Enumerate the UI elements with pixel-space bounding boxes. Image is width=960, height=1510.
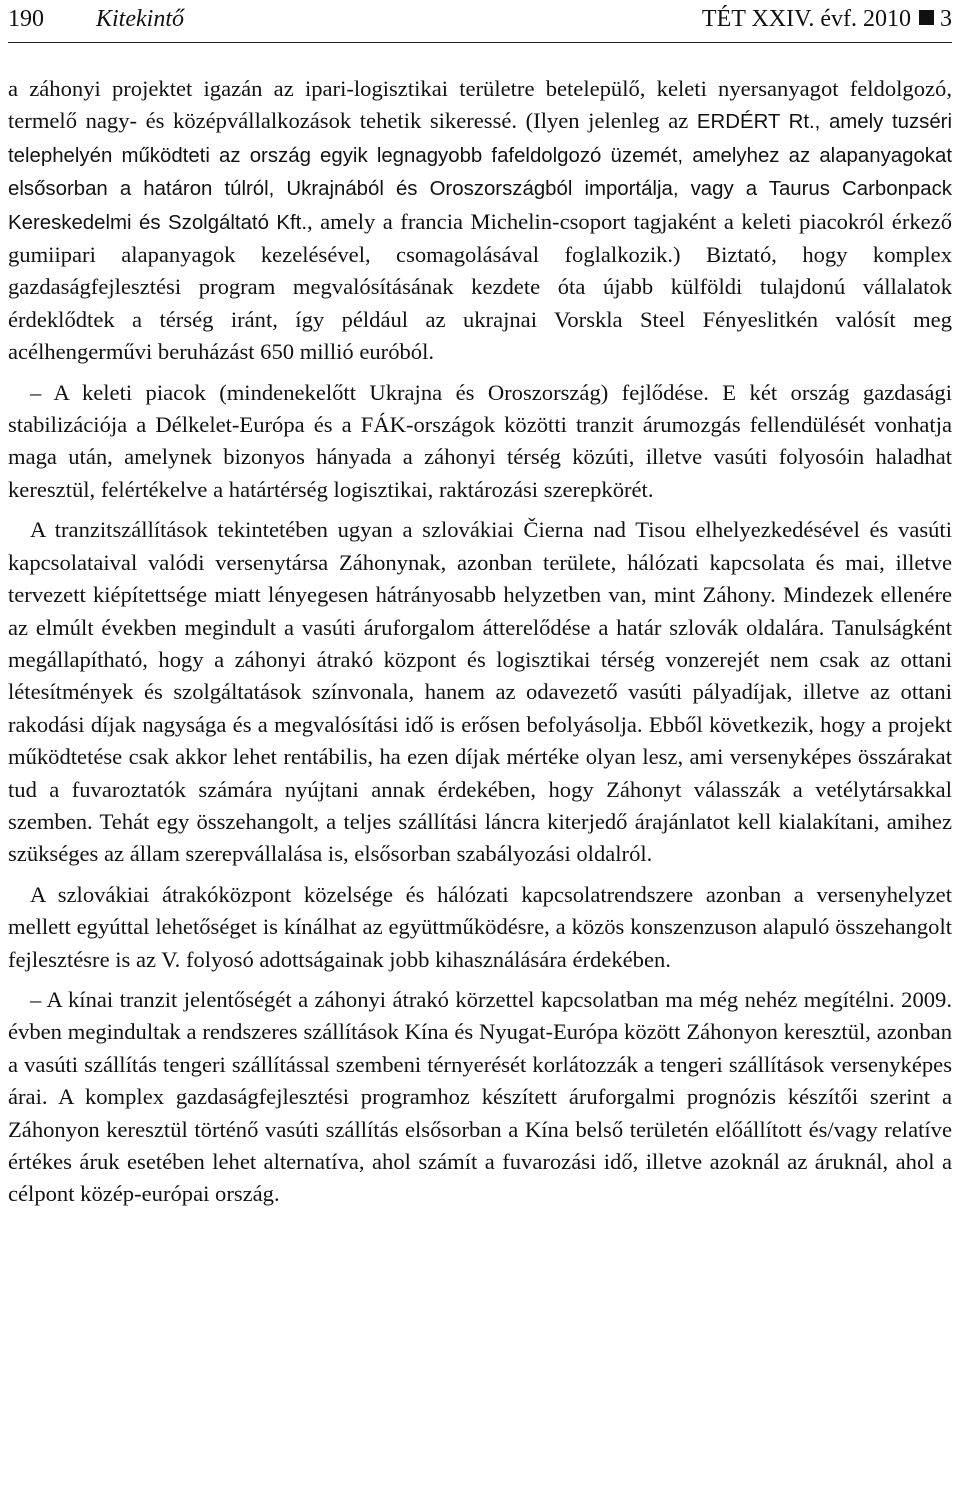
- paragraph-5: – A kínai tranzit jelentőségét a záhonyi átrakó körzettel kapcsolatban ma még nehéz megítélni. 2009. évben megindultak a rendszeres szállítások Kína és Nyugat-Európa között Záhonyon keresztül, azonban a vasúti szállítás tengeri szállítással szembeni térnyerését korlátozzák a tengeri szállítások versenyképes árai. A komplex gazdaságfejlesztési programhoz készített áruforgalmi prognózis készítői szerint a Záhonyon keresztül történő vasúti szállítás elsősorban a Kína belső területén előállított és/vagy relatíve értékes áruk esetében lehet alternatíva, ahol számít a fuvarozási idő, illetve azoknál az áruknál, ahol a célpont közép-európai ország.: [8, 986, 952, 1207]
- issue-number: 3: [940, 6, 952, 32]
- paragraph-4: A szlovákiai átrakóközpont közelsége és hálózati kapcsolatrendszere azonban a versenyhelyzet mellett egyúttal lehetőséget is kínálhat az együttműködésre, a közös konszenzuson alapuló összehangolt fejlesztésre is az V. folyosó adottságainak jobb kihasználására érdekében.: [8, 881, 952, 972]
- running-header: [8, 0, 952, 43]
- article-body: [8, 73, 952, 1211]
- issue-volume: TÉT XXIV. évf. 2010: [701, 6, 911, 32]
- paragraph-1-text-b: , amely a francia Michelin-csoport tagjaként a keleti piacokról érkező gumiipari alapanyagok kezelésével, csomagolásával foglalkozik.) Biztató, hogy komplex gazdaságfejlesztési program megvalósításának kezdete óta újabb külföldi tulajdonú vállalatok érdeklődtek a térség iránt, így például az ukrajnai Vorskla Steel Fényeslitkén valósít meg acélhengerművi beruházást 650 millió euróból.: [8, 208, 952, 365]
- paragraph-1-text-a: a záhonyi projektet igazán az ipari-logisztikai területre betelepülő, keleti nyersanyagot feldolgozó, termelő nagy- és középvállalkozások tehetik sikeressé. (Ilyen jelenleg az: [8, 76, 952, 134]
- paragraph-2: – A keleti piacok (mindenekelőtt Ukrajna és Oroszország) fejlődése. E két ország gazdasági stabilizációja a Délkelet-Európa és a FÁK-országok közötti tranzit árumozgás fellendülését vonhatja maga után, amelynek bizonyos hányada a záhonyi térség közúti, illetve vasúti folyosóin haladhat keresztül, felértékelve a határtérség logisztikai, raktározási szerepkörét.: [8, 379, 952, 502]
- page-number: 190: [8, 6, 44, 32]
- paragraph-3: A tranzitszállítások tekintetében ugyan a szlovákiai Čierna nad Tisou elhelyezkedésével és vasúti kapcsolataival valódi versenytársa Záhonynak, azonban területe, hálózati kapcsolata és mai, illetve tervezett kiépítettsége miatt lényegesen hátrányosabb helyzetben van, mint Záhony. Mindezek ellenére az elmúlt években megindult a vasúti áruforgalom átterelődése a határ szlovák oldalára. Tanulságként megállapítható, hogy a záhonyi átrakó központ és logisztikai térség vonzerejét nem csak az ottani létesítmények és szolgáltatások színvonala, hanem az odavezető vasúti pályadíjak, illetve az ottani rakodási díjak nagysága és a megvalósítási idő is erősen befolyásolja. Ebből következik, hogy a projekt működtetése csak akkor lehet rentábilis, ha ezen díjak mértéke olyan lesz, ami versenyképes összárakat tud a fuvaroztatók számára nyújtani annak érdekében, hogy Záhonyt válasszák a vetélytársakkal szemben. Tehát egy összehangolt, a teljes szállítási láncra kiterjedő árajánlatot kell kialakítani, amihez szükséges az állam szerepvállalása is, elsősorban szabályozási oldalról.: [8, 517, 952, 867]
- paragraph-1-sans-text: ERDÉRT Rt., amely tuzséri telephelyén működteti az ország egyik legnagyobb fafeldolgozó üzemét, amelyhez az alapanyagokat elsősorban a határon túlról, Ukrajnából és Oroszországból importálja, vagy a Taurus Carbonpack Kereskedelmi és Szolgáltató Kft.: [8, 111, 952, 234]
- paragraph-1: [8, 73, 952, 369]
- journal-section-title: Kitekintő: [96, 6, 184, 32]
- issue-info: [702, 6, 952, 33]
- square-bullet-icon: [919, 10, 934, 25]
